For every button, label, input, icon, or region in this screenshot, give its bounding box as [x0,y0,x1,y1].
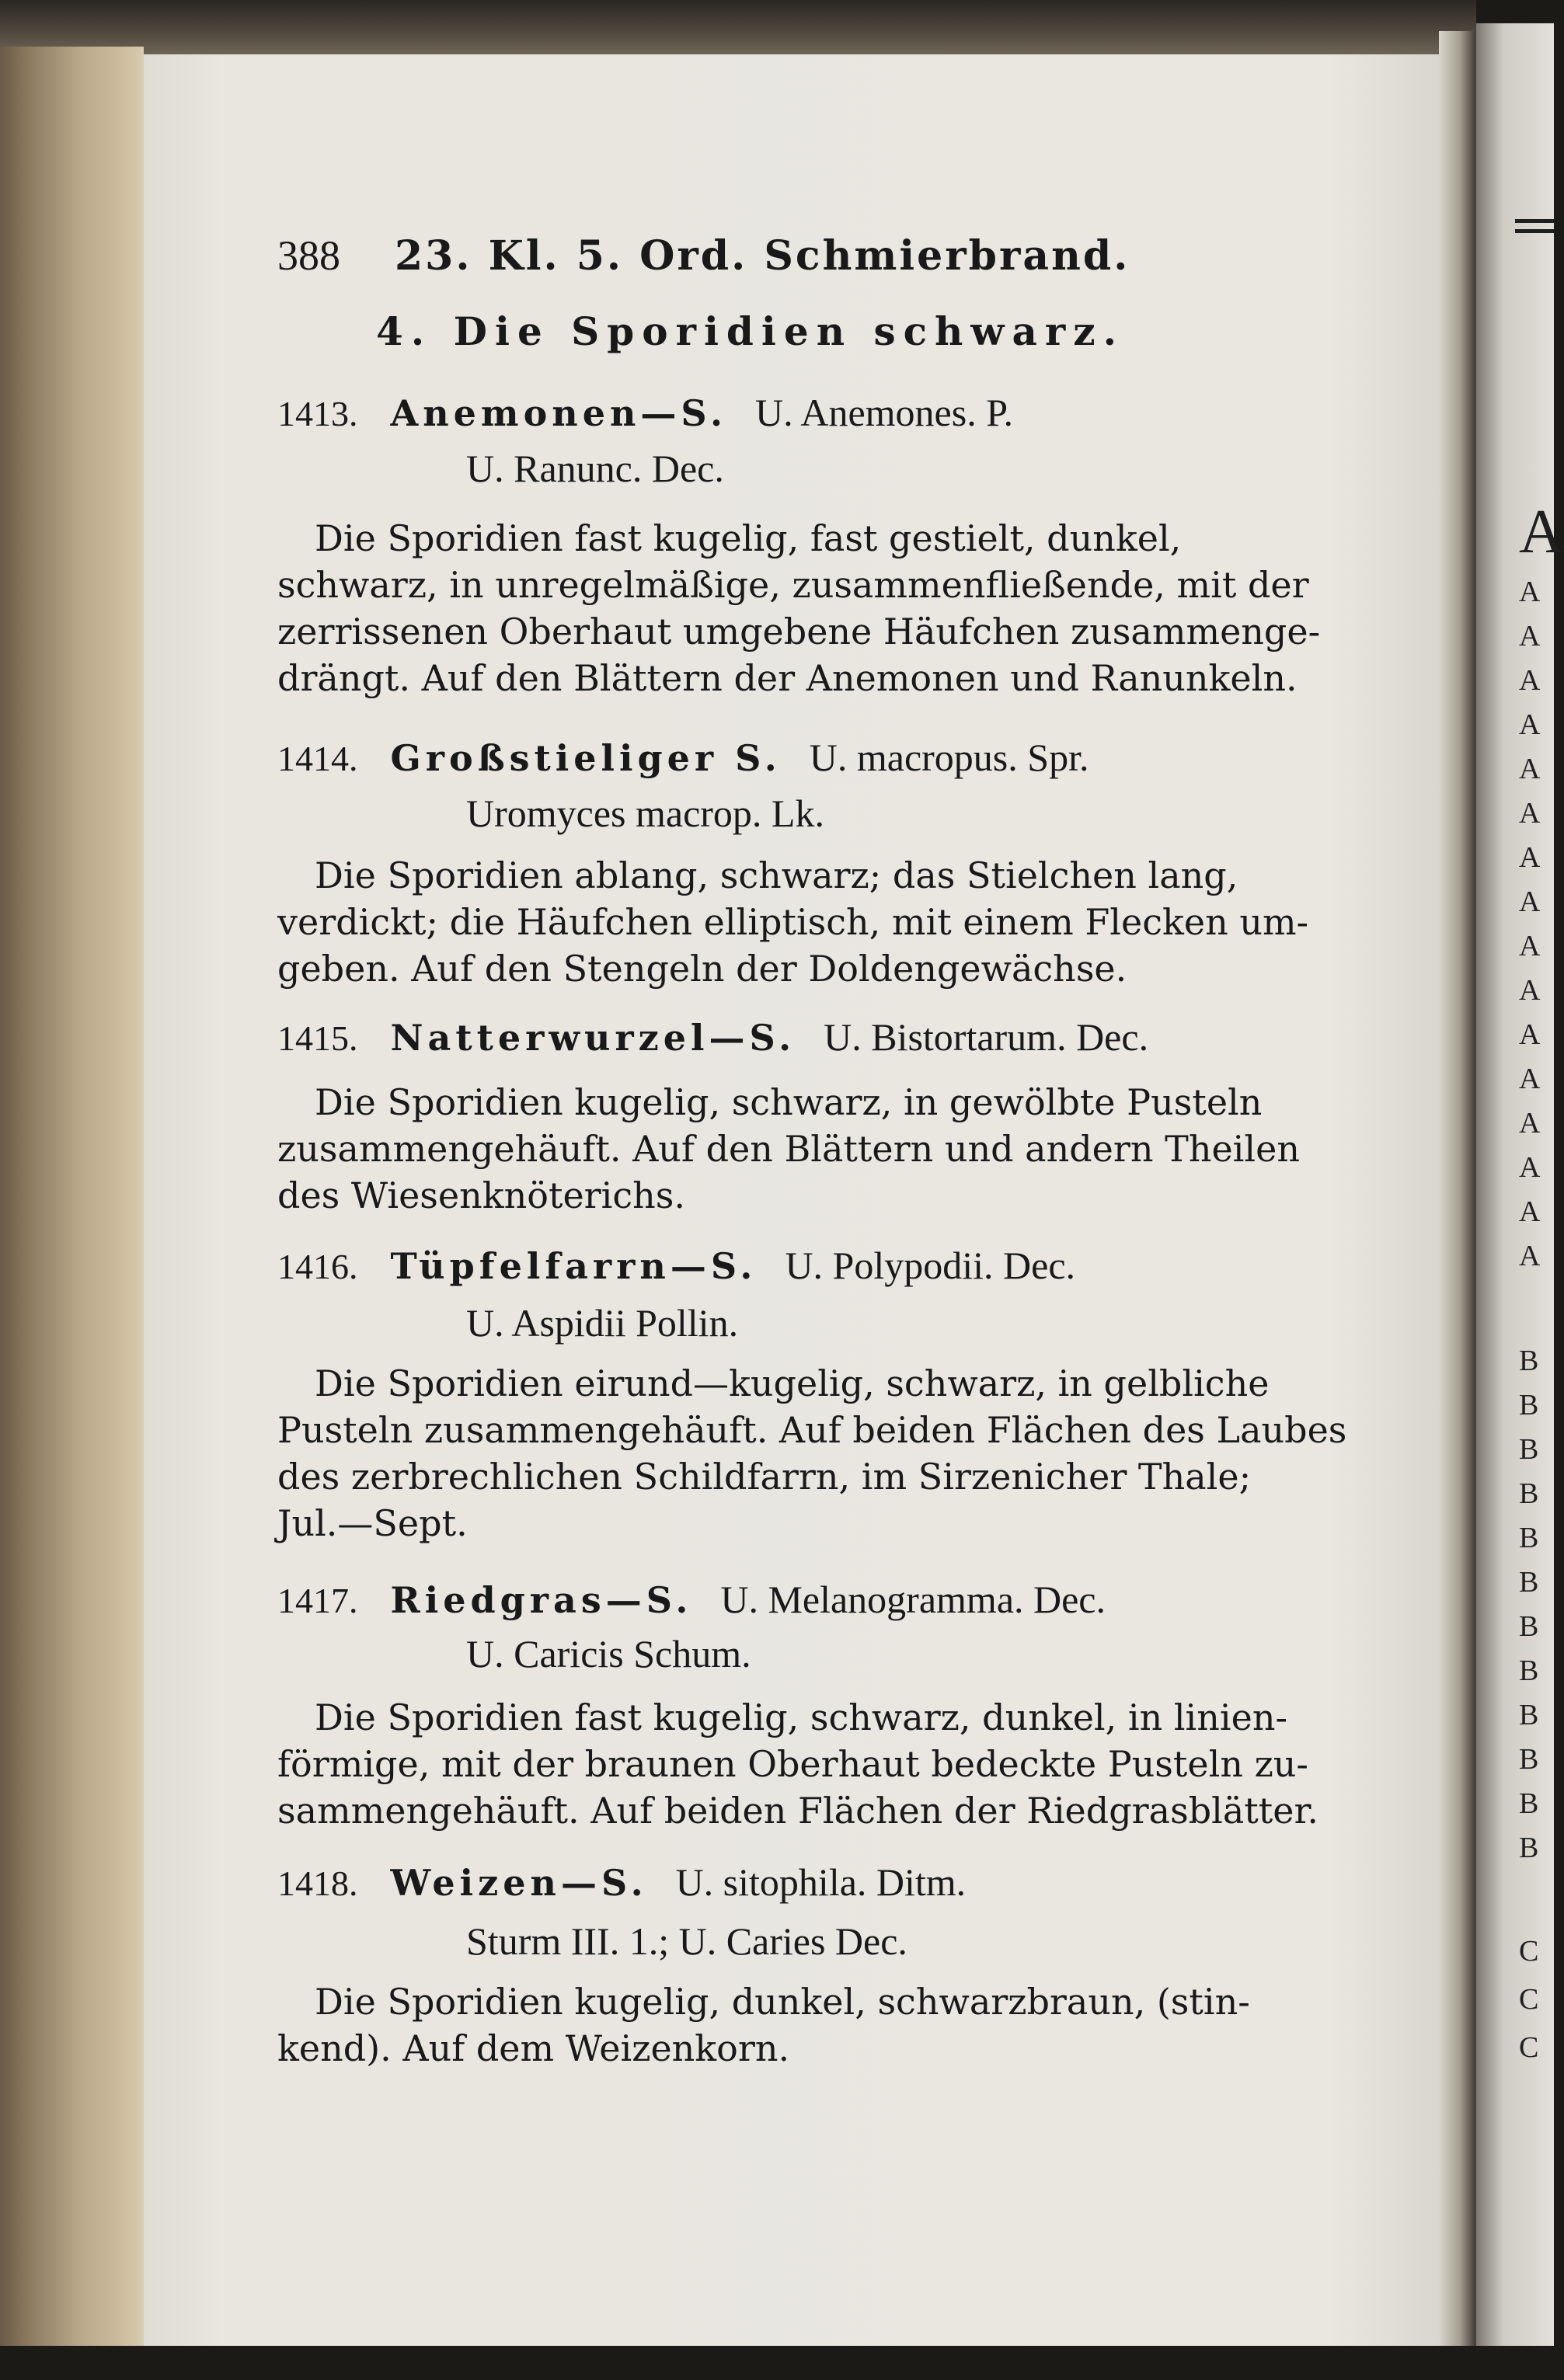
facing-page-fragment: A [1519,1107,1541,1140]
entry-heading [277,1246,1075,1285]
facing-page-fragment: A [1519,708,1541,741]
facing-page-fragment: B [1519,1522,1539,1554]
facing-page-column [1519,0,1564,2380]
entry-name: Natterwurzel—S. [390,1017,796,1059]
facing-page-fragment: A [1519,841,1541,874]
entry-number: 1415. [277,1018,358,1058]
entry-latin: U. macropus. Spr. [809,736,1089,779]
entry-number: 1413. [277,394,358,433]
entry-synonym: U. Aspidii Pollin. [466,1301,739,1345]
entry-heading [277,1580,1106,1619]
entry-latin: U. Bistortarum. Dec. [824,1015,1149,1059]
description-line: Jul.—Sept. [277,1502,468,1544]
facing-page-fragment: A [1519,974,1541,1007]
page-stack-edge [0,47,144,2346]
facing-page-fragment: C [1519,2031,1539,2064]
entry-heading [277,738,1089,777]
facing-page-large-letter: A [1519,498,1564,566]
facing-page-fragment: A [1519,753,1541,785]
facing-page-fragment: A [1519,1063,1541,1095]
facing-page-fragment: B [1519,1610,1539,1643]
description-line: Die Sporidien eirund—kugelig, schwarz, in gelbliche [315,1362,1270,1404]
description-line: geben. Auf den Stengeln der Doldengewächse. [277,948,1127,990]
entry-number: 1418. [277,1863,358,1903]
entry-name: Weizen—S. [390,1862,648,1904]
entry-heading [277,1860,967,1904]
description-line: des zerbrechlichen Schildfarrn, im Sirzenicher Thale; [277,1456,1252,1498]
facing-page-fragment: B [1519,1566,1539,1599]
entry-synonym: U. Caricis Schum. [466,1632,751,1675]
description-line: förmige, mit der braunen Oberhaut bedeckte Pusteln zu- [277,1743,1308,1785]
description-line: Die Sporidien fast kugelig, fast gestielt, dunkel, [315,517,1182,559]
facing-page-fragment: A [1519,1018,1541,1051]
facing-page-fragment: A [1519,1151,1541,1184]
facing-page-fragment: C [1519,1983,1539,2016]
facing-page-fragment: A [1519,664,1541,697]
running-title: 23. Kl. 5. Ord. Schmierbrand. [395,232,1130,280]
entry-synonym: Uromyces macrop. Lk. [466,792,824,835]
description-line: sammengehäuft. Auf beiden Flächen der Riedgrasblätter. [277,1790,1319,1832]
entry-synonym: Sturm III. 1.; U. Caries Dec. [466,1919,907,1963]
entry-latin: U. Melanogramma. Dec. [720,1578,1106,1621]
facing-page-fragment: A [1519,886,1541,918]
facing-page-fragment: B [1519,1699,1539,1731]
facing-page-fragment: A [1519,1240,1541,1272]
entry-number: 1414. [277,739,358,778]
book-bottom-shadow [0,2346,1554,2380]
entry-latin: U. Polypodii. Dec. [785,1244,1076,1287]
entry-latin: U. sitophila. Ditm. [675,1860,967,1904]
entry-name: Anemonen—S. [390,392,728,434]
entry-synonym: U. Ranunc. Dec. [466,447,724,490]
facing-page-fragment: B [1519,1832,1539,1864]
description-line: des Wiesenknöterichs. [277,1174,685,1216]
entry-name: Tüpfelfarrn—S. [390,1245,758,1287]
description-line: Die Sporidien ablang, schwarz; das Stielchen lang, [315,854,1238,896]
description-line: drängt. Auf den Blättern der Anemonen und Ranunkeln. [277,657,1298,699]
facing-page-fragment: A [1519,620,1541,652]
description-line: zerrissenen Oberhaut umgebene Häufchen zusammenge- [277,611,1321,652]
entry-heading [277,393,1013,432]
description-line: zusammengehäuft. Auf den Blättern und andern Theilen [277,1128,1300,1170]
page-header [277,232,1130,280]
book-top-edge [0,0,1476,54]
section-title: 4. Die Sporidien schwarz. [376,308,1124,354]
description-line: Die Sporidien kugelig, schwarz, in gewölbte Pusteln [315,1081,1263,1123]
facing-page-fragment: A [1519,930,1541,962]
facing-page-fragment: A [1519,1195,1541,1228]
facing-page-fragment: B [1519,1787,1539,1820]
description-line: kend). Auf dem Weizenkorn. [277,2027,790,2069]
facing-page-fragment: A [1519,576,1541,608]
facing-page-fragment: B [1519,1743,1539,1776]
description-line: Die Sporidien kugelig, dunkel, schwarzbraun, (stin- [315,1981,1250,2023]
facing-page-fragment: A [1519,797,1541,830]
facing-page-fragment: B [1519,1345,1539,1377]
description-line: Die Sporidien fast kugelig, schwarz, dunkel, in linien- [315,1696,1287,1738]
facing-page-fragment: C [1519,1935,1539,1968]
facing-page-fragment: B [1519,1477,1539,1510]
description-line: schwarz, in unregelmäßige, zusammenfließende, mit der [277,564,1309,606]
description-line: Pusteln zusammengehäuft. Auf beiden Flächen des Laubes [277,1409,1347,1451]
entry-heading [277,1015,1149,1059]
entry-number: 1416. [277,1247,358,1286]
facing-page-fragment: B [1519,1389,1539,1421]
page-number: 388 [277,232,340,279]
facing-page-fragment: B [1519,1655,1539,1687]
entry-latin: U. Anemones. P. [755,391,1013,434]
entry-number: 1417. [277,1581,358,1620]
description-line: verdickt; die Häufchen elliptisch, mit einem Flecken um- [277,901,1309,943]
facing-page-fragment: B [1519,1433,1539,1466]
entry-name: Großstieliger S. [390,737,782,779]
entry-name: Riedgras—S. [390,1579,693,1621]
